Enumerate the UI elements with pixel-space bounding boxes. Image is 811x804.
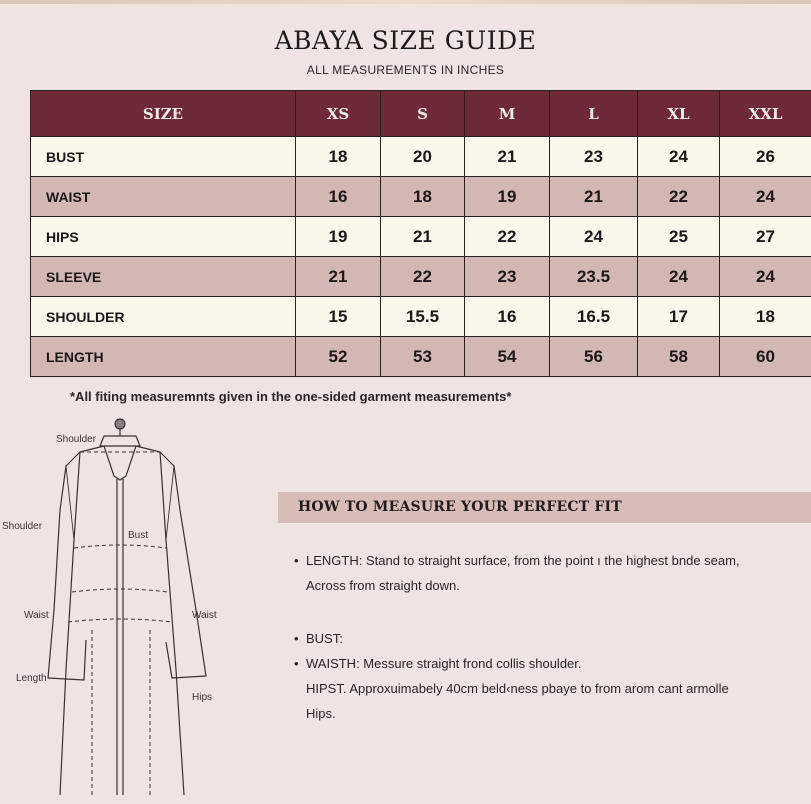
bust-text: BUST: [306,631,343,646]
table-cell: 24 [550,217,638,257]
table-cell: 58 [638,337,720,377]
abaya-outline-drawing [0,410,270,800]
table-cell: 23 [465,257,550,297]
bullet-icon: • [294,548,306,573]
row-label: SHOULDER [31,297,296,337]
length-text-2: Across from straight down. [306,578,460,593]
instruction-bust [294,626,343,651]
table-cell: 21 [465,137,550,177]
table-cell: 18 [296,137,381,177]
table-cell: 22 [381,257,465,297]
table-cell: 21 [550,177,638,217]
table-cell: 24 [720,257,811,297]
page-subtitle: ALL MEASUREMENTS IN INCHES [0,63,811,77]
header-l: L [550,91,638,137]
header-xs: XS [296,91,381,137]
instruction-length [294,548,740,598]
table-cell: 19 [296,217,381,257]
row-label: HIPS [31,217,296,257]
table-cell: 26 [720,137,811,177]
howto-title: HOW TO MEASURE YOUR PERFECT FIT [298,499,622,515]
label-waist-left: Waist [24,610,49,621]
header-xl: XL [638,91,720,137]
table-cell: 21 [381,217,465,257]
table-cell: 27 [720,217,811,257]
abaya-diagram [0,410,270,800]
table-cell: 16 [296,177,381,217]
table-row [31,137,811,177]
table-cell: 15.5 [381,297,465,337]
table-cell: 24 [638,137,720,177]
table-cell: 19 [465,177,550,217]
table-cell: 16 [465,297,550,337]
table-row [31,217,811,257]
row-label: LENGTH [31,337,296,377]
table-cell: 52 [296,337,381,377]
label-shoulder-side: Shoulder [2,521,42,532]
table-cell: 15 [296,297,381,337]
label-waist-right: Waist [192,610,217,621]
row-label: BUST [31,137,296,177]
table-row [31,257,811,297]
table-cell: 24 [720,177,811,217]
table-cell: 54 [465,337,550,377]
label-shoulder-top: Shoulder [56,434,96,445]
header-xxl: XXL [720,91,811,137]
page-title: ABAYA SIZE GUIDE [0,26,811,55]
table-row [31,297,811,337]
label-hips: Hips [192,692,212,703]
table-cell: 23.5 [550,257,638,297]
table-cell: 60 [720,337,811,377]
table-cell: 16.5 [550,297,638,337]
table-cell: 18 [381,177,465,217]
instruction-waist [294,651,729,726]
size-table [30,90,811,377]
table-cell: 56 [550,337,638,377]
header-s: S [381,91,465,137]
table-cell: 53 [381,337,465,377]
label-length: Length [16,673,47,684]
table-cell: 17 [638,297,720,337]
waist-text-1: WAISTH: Messure straight frond collis shoulder. [306,656,582,671]
table-cell: 18 [720,297,811,337]
waist-text-3: Hips. [306,706,336,721]
header-m: M [465,91,550,137]
top-border [0,0,811,4]
waist-text-2: HIPST. Approxuimabely 40cm beld‹ness pbaye to from arom cant armolle [306,681,729,696]
bullet-icon: • [294,626,306,651]
table-header-row [31,91,811,137]
table-row [31,337,811,377]
row-label: WAIST [31,177,296,217]
table-cell: 21 [296,257,381,297]
bullet-icon: • [294,651,306,676]
table-cell: 22 [465,217,550,257]
howto-heading-bar [278,492,811,523]
table-cell: 24 [638,257,720,297]
row-label: SLEEVE [31,257,296,297]
table-cell: 25 [638,217,720,257]
table-cell: 20 [381,137,465,177]
table-row [31,177,811,217]
label-bust: Bust [128,530,148,541]
table-cell: 22 [638,177,720,217]
measurement-note: *All fiting measuremnts given in the one-sided garment measurements* [70,389,511,404]
header-size: SIZE [31,91,296,137]
length-text-1: LENGTH: Stand to straight surface, from the point ı the highest bnde seam, [306,553,740,568]
table-cell: 23 [550,137,638,177]
